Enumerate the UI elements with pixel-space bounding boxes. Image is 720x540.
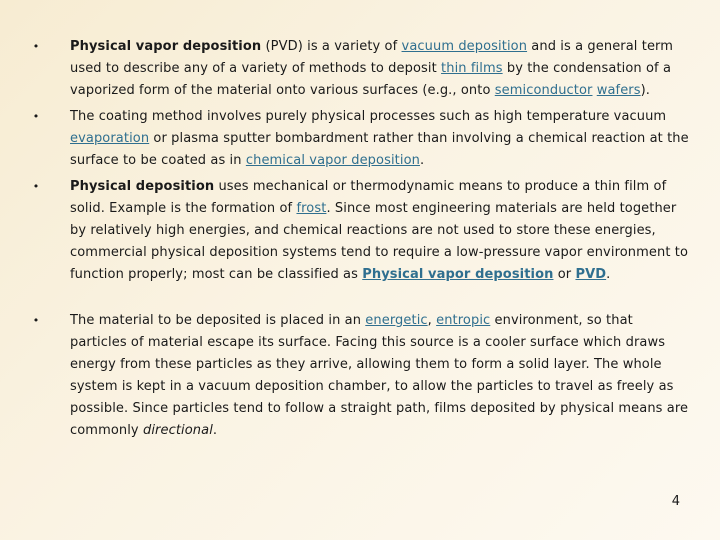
link-thin-films[interactable]: thin films xyxy=(441,61,503,76)
text-run: The coating method involves purely physical processes such as high temperature vacuum xyxy=(70,109,667,124)
text-run: by the condensation of a vaporized form of the material onto various surfaces (e.g., onto xyxy=(70,61,672,98)
link-wafers[interactable]: wafers xyxy=(596,83,641,98)
text-run: ). xyxy=(640,83,651,98)
text-run: . xyxy=(606,267,611,282)
page-number: 4 xyxy=(671,494,680,509)
bullet-dot-icon: • xyxy=(32,110,40,123)
text-run: environment, so that particles of material escape its surface. Facing this source is a cooler surface which draws energy from these particles as they arrive, allowing them to form a solid layer. The whole system is kept in a vacuum deposition chamber, to allow the particles to travel as freely as possible. Since particles tend to follow a straight path, films deposited by physical means are commonly xyxy=(70,313,689,438)
bullet-list xyxy=(30,36,690,442)
bullet-dot-icon: • xyxy=(32,314,40,327)
link-entropic[interactable]: entropic xyxy=(436,313,491,328)
bullet-pvd-definition xyxy=(30,36,690,102)
bullet-dot-icon: • xyxy=(32,40,40,53)
text-run: . xyxy=(419,153,425,168)
link-chemical-vapor-deposition[interactable]: chemical vapor deposition xyxy=(245,153,420,168)
text-run: , xyxy=(427,313,437,328)
text-run: The material to be deposited is placed in an xyxy=(70,313,366,328)
text-run: (PVD) is a variety of xyxy=(261,39,402,54)
bullet-dot-icon: • xyxy=(32,180,40,193)
text-run: or xyxy=(553,267,576,282)
link-energetic[interactable]: energetic xyxy=(365,313,428,328)
link-evaporation[interactable]: evaporation xyxy=(70,131,150,146)
bullet-deposition-process xyxy=(30,310,690,442)
text-run: . xyxy=(212,423,218,438)
link-frost[interactable]: frost xyxy=(296,201,327,216)
emphasis-directional: directional xyxy=(142,423,213,438)
link-semiconductor[interactable]: semiconductor xyxy=(494,83,593,98)
bullet-physical-deposition xyxy=(30,176,690,286)
term-physical-vapor-deposition: Physical vapor deposition xyxy=(70,39,262,54)
link-physical-vapor-deposition[interactable]: Physical vapor deposition xyxy=(362,267,554,282)
link-vacuum-deposition[interactable]: vacuum deposition xyxy=(401,39,528,54)
term-physical-deposition: Physical deposition xyxy=(70,179,215,194)
text-run: and is a general term used to describe any of a variety of methods to deposit xyxy=(70,39,674,76)
bullet-coating-method xyxy=(30,106,690,172)
link-pvd[interactable]: PVD xyxy=(575,267,607,282)
text-run: or plasma sputter bombardment rather than involving a chemical reaction at the surface to be coated as in xyxy=(70,131,689,168)
text-run: uses mechanical or thermodynamic means to produce a thin film of solid. Example is the formation of xyxy=(70,179,667,216)
text-run: . Since most engineering materials are held together by relatively high energies, and chemical reactions are not used to store these energies, commercial physical deposition systems tend to require a low-pressure vapor environment to function properly; most can be classified as xyxy=(70,201,688,282)
